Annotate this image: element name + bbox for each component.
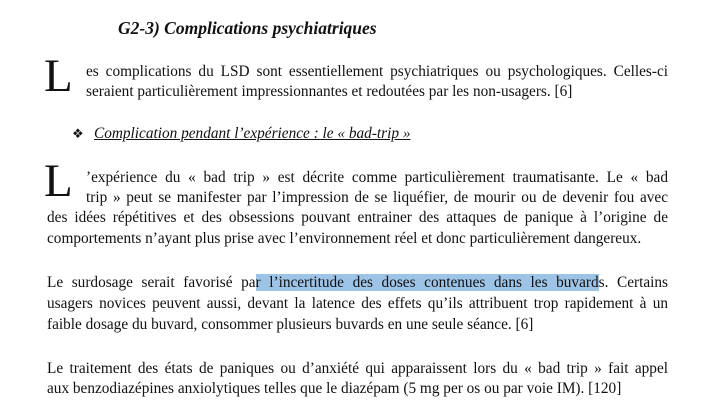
paragraph-2-line-4: comportements n’ayant plus prise avec l’environnement réel et donc particulièrement dangereux. <box>47 230 642 247</box>
paragraph-2-line-1: ’expérience du « bad trip » est décrite comme particulièrement traumatisante. Le « bad <box>86 169 668 186</box>
section-heading: G2-3) Complications psychiatriques <box>118 18 377 38</box>
paragraph-3-text-after: s. Certains <box>598 274 668 291</box>
paragraph-2-line-3: des idées répétitives et des obsessions pouvant entrainer des attaques de panique à l’origine de <box>47 209 668 226</box>
paragraph-3-line-2: usagers novices peuvent aussi, devant la latence des effets qu’ils attribuent trop rapidement à un <box>47 295 668 312</box>
paragraph-3-line-1 <box>47 273 668 293</box>
paragraph-4-line-2: aux benzodiazépines anxiolytiques telles que le diazépam (5 mg per os ou par voie IM). [120] <box>47 380 622 397</box>
highlighted-text-selection[interactable]: r l’incertitude des doses contenues dans les buvard <box>255 274 599 291</box>
paragraph-1-line-2: seraient particulièrement impressionnantes et redoutées par les non-usagers. [6] <box>86 83 573 100</box>
subsection-heading <box>72 124 410 144</box>
paragraph-2-line-2: trip » peut se manifester par l’impression de se liquéfier, de mourir ou de devenir fou avec <box>86 189 668 206</box>
diamond-bullet-icon: ❖ <box>72 126 84 141</box>
drop-cap-letter: L <box>44 50 73 102</box>
subsection-heading-text: Complication pendant l’expérience : le « bad-trip » <box>94 125 411 142</box>
drop-cap-letter-2: L <box>44 155 73 207</box>
paragraph-1-line-1: es complications du LSD sont essentiellement psychiatriques ou psychologiques. Celles-ci <box>86 63 668 80</box>
paragraph-4-line-1: Le traitement des états de paniques ou d’anxiété qui apparaissent lors du « bad trip » fait appel <box>47 360 668 377</box>
paragraph-3-line-3: faible dosage du buvard, consommer plusieurs buvards en une seule séance. [6] <box>47 316 534 333</box>
paragraph-3-text-before: Le surdosage serait favorisé pa <box>47 274 256 291</box>
